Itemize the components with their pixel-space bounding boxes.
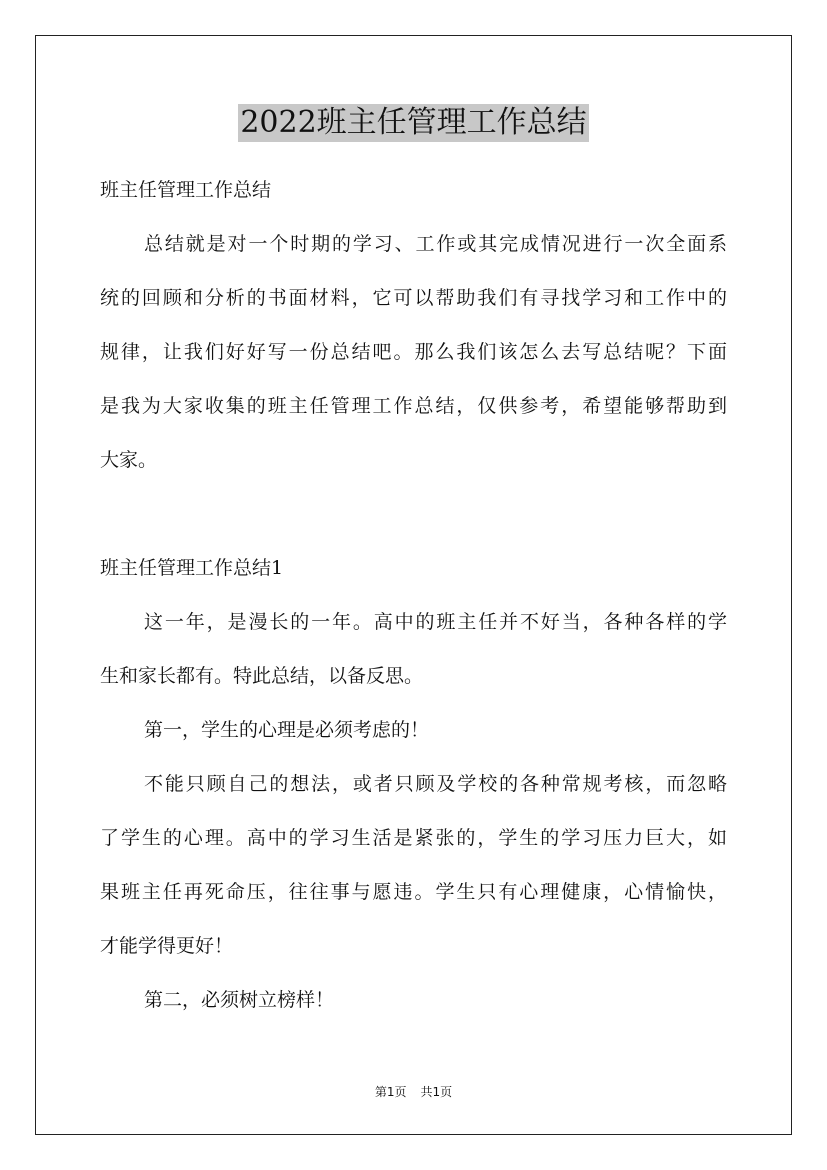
paragraph-line: 了学生的心理。高中的学习生活是紧张的，学生的学习压力巨大，如 (100, 827, 727, 849)
paragraph-line: 果班主任再死命压，往往事与愿违。学生只有心理健康，心情愉快， (100, 881, 727, 903)
paragraph-line: 生和家长都有。特此总结，以备反思。 (100, 665, 424, 687)
subtitle: 班主任管理工作总结 (100, 179, 272, 201)
title-container (0, 104, 827, 142)
intro-line: 总结就是对一个时期的学习、工作或其完成情况进行一次全面系 (144, 233, 727, 255)
point-heading: 第二，必须树立榜样！ (144, 989, 335, 1011)
paragraph-line: 这一年，是漫长的一年。高中的班主任并不好当，各种各样的学 (144, 611, 727, 633)
page-footer (0, 1084, 827, 1100)
point-heading: 第一，学生的心理是必须考虑的！ (144, 719, 430, 741)
paragraph-line: 才能学得更好！ (100, 935, 234, 957)
page-number: 第1页 (374, 1085, 407, 1099)
document-title: 2022班主任管理工作总结 (240, 105, 587, 140)
intro-line: 大家。 (100, 449, 158, 471)
intro-line: 规律，让我们好好写一份总结吧。那么我们该怎么去写总结呢？下面 (100, 341, 727, 363)
intro-line: 统的回顾和分析的书面材料，它可以帮助我们有寻找学习和工作中的 (100, 287, 727, 309)
paragraph-gap (100, 487, 727, 541)
document-body (100, 163, 727, 1027)
section-heading: 班主任管理工作总结1 (100, 557, 284, 579)
total-pages: 共1页 (420, 1085, 453, 1099)
paragraph-line: 不能只顾自己的想法，或者只顾及学校的各种常规考核，而忽略 (144, 773, 727, 795)
intro-line: 是我为大家收集的班主任管理工作总结，仅供参考，希望能够帮助到 (100, 395, 727, 417)
